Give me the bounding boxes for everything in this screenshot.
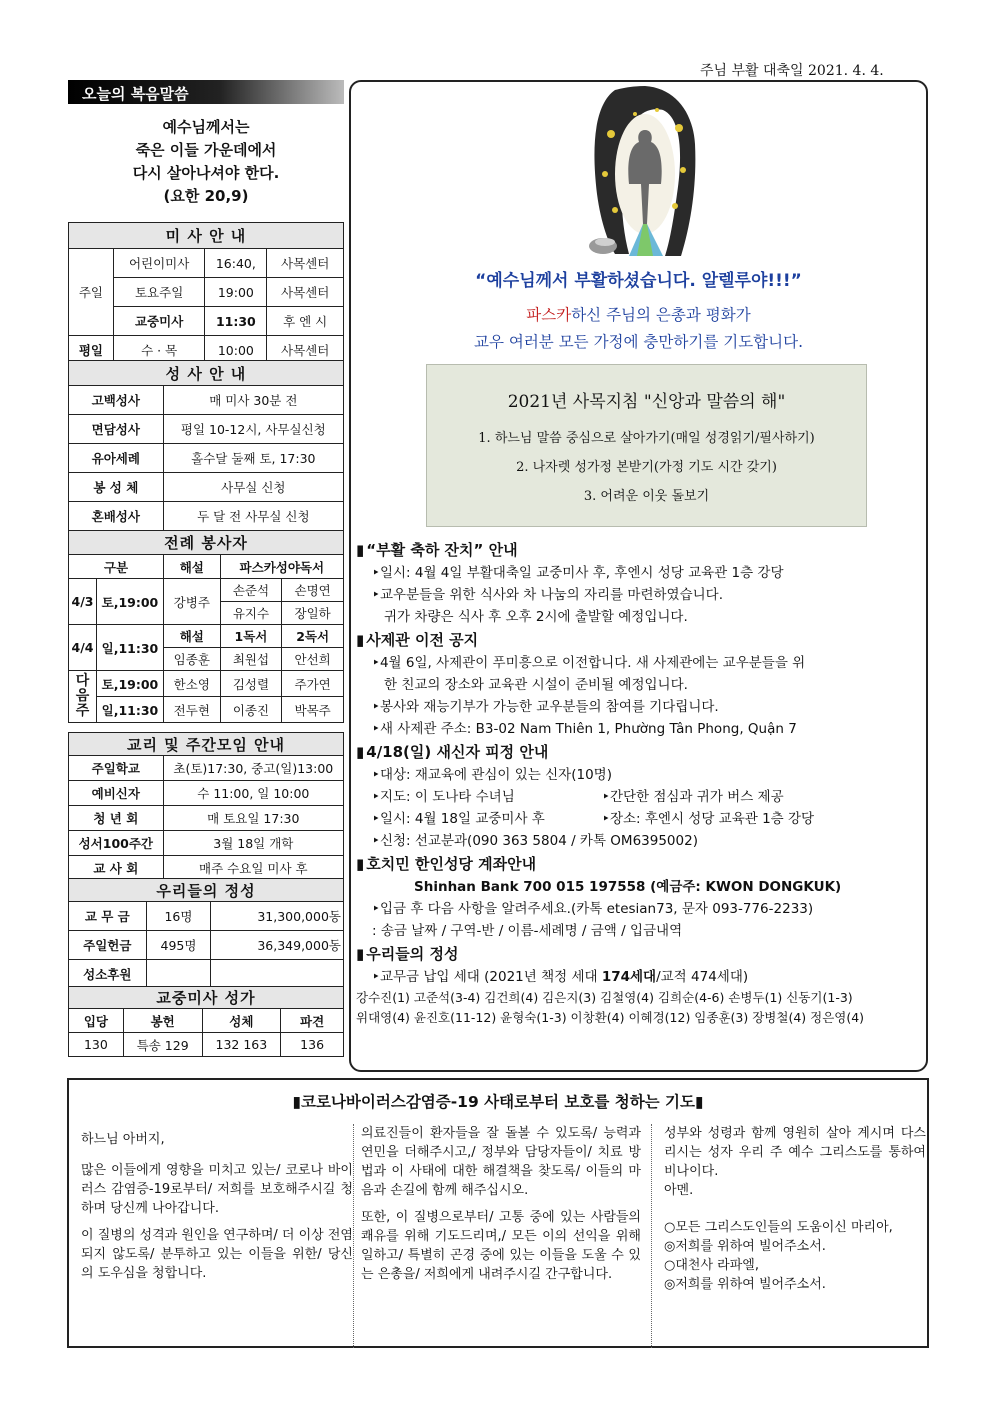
server-time: 토,19:00 — [96, 579, 163, 625]
servers-header-group: 구분 — [69, 555, 164, 579]
server-name: 김성렬 — [220, 671, 282, 697]
server-time: 토,19:00 — [96, 671, 163, 697]
mass-name: 수 · 목 — [113, 336, 205, 365]
bulletin-date: 주님 부활 대축일 2021. 4. 4. — [700, 63, 884, 79]
sacrament-info: 매 미사 30분 전 — [163, 386, 343, 415]
server-name: 유지수 — [220, 602, 282, 625]
prayer-paragraph: 하느님 아버지, — [81, 1132, 165, 1147]
sacrament-name: 면담성사 — [69, 415, 164, 444]
prayer-column — [81, 1124, 353, 1348]
sacrament-name: 혼배성사 — [69, 502, 164, 531]
hymn-number: 130 — [69, 1033, 124, 1057]
notice-part: ‣지도: 이 도나타 수녀님 — [372, 789, 515, 805]
guideline-title: 2021년 사목지침 "신앙과 말씀의 해" — [507, 392, 786, 412]
prayer-title: ▮코로나바이러스감염증-19 사태로부터 보호를 청하는 기도▮ — [292, 1093, 704, 1111]
offering-name: 교 무 금 — [69, 902, 147, 931]
weekday-label: 평일 — [69, 336, 114, 365]
notice-line: ‣4월 6일, 사제관이 푸미흥으로 이전합니다. 새 사제관에는 교우분들을 위 — [372, 655, 806, 671]
prayer-paragraph: 의료진들이 환자들을 잘 돌볼 수 있도록/ 능력과 연민을 더해주시고,/ 정부와 담당자들이/ 치료 방법과 이 사태에 대한 해결책을 찾도록/ 이들의 마음과 손길에 함께 해주십시오. — [361, 1126, 641, 1198]
mass-time: 11:30 — [205, 307, 267, 336]
column-divider — [651, 1124, 652, 1348]
servers-header-paschal: 파스카성야독서 — [220, 555, 343, 579]
servers-role: 해설 — [163, 625, 220, 648]
offering-count: 495명 — [146, 931, 211, 960]
hymns-table — [68, 986, 344, 1057]
prayer-column — [664, 1124, 926, 1348]
sacraments-title: 성 사 안 내 — [69, 361, 344, 386]
notice-line: ‣봉사와 재능기부가 가능한 교우분들의 참여를 기다립니다. — [372, 699, 719, 715]
sunday-label: 주일 — [69, 249, 114, 336]
catechism-info: 수 11:00, 일 10:00 — [163, 781, 343, 806]
mass-name: 어린이미사 — [113, 249, 205, 278]
notice-line — [356, 966, 926, 988]
easter-blessing — [350, 302, 927, 356]
sacrament-info: 홀수달 둘째 토, 17:30 — [163, 444, 343, 473]
hymn-header: 입당 — [69, 1009, 124, 1033]
gospel-line: 예수님께서는 — [162, 118, 250, 136]
notice-line: ‣입금 후 다음 사항을 알려주세요.(카톡 etesian73, 문자 093-776-2233) — [372, 901, 814, 917]
servers-role: 2독서 — [282, 625, 344, 648]
notice-part: ‣교무금 납입 세대 (2021년 책정 세대 — [372, 969, 602, 985]
prayer-paragraph: 성부와 성령과 함께 영원히 살아 계시며 다스리시는 성자 우리 주 예수 그리스도를 통하여 비나이다. — [664, 1126, 926, 1179]
server-date: 4/3 — [69, 579, 97, 625]
next-week-label: 다음주 — [69, 671, 97, 723]
notice-part: ‣장소: 후엔시 성당 교육관 1층 강당 — [602, 811, 815, 827]
notice-line: ‣교우분들을 위한 식사와 차 나눔의 자리를 마련하였습니다. — [372, 587, 723, 603]
server-name: 강병주 — [163, 579, 220, 625]
catechism-name: 예비신자 — [69, 781, 164, 806]
guideline-item: 3. 어려운 이웃 돌보기 — [583, 489, 710, 504]
sacrament-info: 평일 10-12시, 사무실신청 — [163, 415, 343, 444]
mass-name: 교중미사 — [113, 307, 205, 336]
notice-heading: ▮ 호치민 한인성당 계좌안내 — [356, 852, 926, 876]
catechism-info: 매 토요일 17:30 — [163, 806, 343, 831]
offering-name: 주일헌금 — [69, 931, 147, 960]
column-divider — [353, 1124, 354, 1348]
mass-schedule-table — [68, 222, 344, 365]
server-name: 주가연 — [282, 671, 344, 697]
offering-title: 우리들의 정성 — [69, 879, 344, 902]
notice-line: ‣신청: 선교분과(090 363 5804 / 카톡 OM6395002) — [372, 833, 698, 849]
notice-line: : 송금 날짜 / 구역-반 / 이름-세례명 / 금액 / 입금내역 — [372, 923, 683, 939]
gospel-reference: (요한 20,9) — [163, 187, 249, 205]
notice-line — [356, 808, 926, 830]
catechism-info: 초(토)17:30, 중고(일)13:00 — [163, 756, 343, 781]
notices-section — [356, 538, 926, 1028]
server-date: 4/4 — [69, 625, 97, 671]
mass-place: 사목센터 — [267, 278, 344, 307]
gospel-line: 죽은 이들 가운데에서 — [135, 141, 277, 159]
prayer-column — [361, 1124, 641, 1348]
offering-amount: 31,300,000동 — [211, 902, 344, 931]
server-name: 손준석 — [220, 579, 282, 602]
hymn-number: 136 — [281, 1033, 344, 1057]
servers-role: 1독서 — [220, 625, 282, 648]
catechism-name: 청 년 회 — [69, 806, 164, 831]
catechism-table — [68, 732, 344, 881]
guideline-item: 2. 나자렛 성가정 본받기(가정 기도 시간 갖기) — [516, 460, 777, 475]
gospel-line: 다시 살아나셔야 한다. — [132, 164, 280, 182]
litany-line: ○대천사 라파엘, — [664, 1258, 759, 1273]
mass-name: 토요주일 — [113, 278, 205, 307]
mass-time: 10:00 — [205, 336, 267, 365]
notice-line: 한 친교의 장소와 교육관 시설이 준비될 예정입니다. — [384, 677, 688, 693]
server-name: 손명연 — [282, 579, 344, 602]
notice-heading: ▮ 우리들의 정성 — [356, 942, 926, 966]
easter-alleluia: “예수님께서 부활하셨습니다. 알렐루야!!!” — [475, 271, 802, 291]
server-time: 일,11:30 — [96, 697, 163, 723]
catechism-name: 교 사 회 — [69, 856, 164, 881]
sacraments-table — [68, 360, 344, 531]
notice-heading: ▮ 사제관 이전 공지 — [356, 628, 926, 652]
notice-part: /교적 474세대) — [656, 969, 749, 985]
hymn-header: 성체 — [202, 1009, 281, 1033]
hymn-number: 특송 129 — [123, 1033, 202, 1057]
notice-line: ‣대상: 재교육에 관심이 있는 신자(10명) — [372, 767, 612, 783]
notice-line — [356, 786, 926, 808]
hymn-header: 파견 — [281, 1009, 344, 1033]
catechism-info: 3월 18일 개학 — [163, 831, 343, 856]
blessing-line: 교우 여러분 모든 가정에 충만하기를 기도합니다. — [473, 333, 804, 351]
paschal-word: 파스카 — [526, 306, 572, 324]
pastoral-guideline-box — [426, 364, 867, 527]
notice-line: ‣새 사제관 주소: B3-02 Nam Thiên 1, Phường Tân Phong, Quận 7 — [372, 721, 797, 737]
notice-line: ‣일시: 4월 4일 부활대축일 교중미사 후, 후엔시 성당 교육관 1층 강당 — [372, 565, 784, 581]
offering-amount — [211, 960, 344, 989]
servers-title: 전례 봉사자 — [69, 531, 344, 555]
liturgy-servers-table — [68, 530, 344, 723]
sacrament-name: 고백성사 — [69, 386, 164, 415]
mass-time: 16:40, — [205, 249, 267, 278]
contributor-names: 강수진(1) 고준석(3-4) 김건희(4) 김은지(3) 김철영(4) 김희순(4-6) 손병두(1) 신동기(1-3) — [356, 990, 853, 1005]
notice-heading: ▮ “부활 축하 잔치” 안내 — [356, 538, 926, 562]
mass-place: 사목센터 — [267, 336, 344, 365]
litany-line: ○모든 그리스도인들의 도움이신 마리아, — [664, 1220, 893, 1235]
server-time: 일,11:30 — [96, 625, 163, 671]
offering-name: 성소후원 — [69, 960, 147, 989]
prayer-paragraph: 또한, 이 질병으로부터/ 고통 중에 있는 사람들의 쾌유를 위해 기도드리며,/ 모든 이의 선익을 위해 일하고/ 특별히 곤경 중에 있는 이들을 도울 수 있는 은총을/ 저희에게 내려주시길 간구합니다. — [361, 1210, 641, 1282]
offering-table — [68, 878, 344, 989]
prayer-paragraph: 이 질병의 성격과 원인을 연구하며/ 더 이상 전염되지 않도록/ 분투하고 있는 이들을 위한/ 당신의 도우심을 청합니다. — [81, 1228, 353, 1281]
mass-title: 미 사 안 내 — [69, 223, 344, 249]
hymns-title: 교중미사 성가 — [69, 987, 344, 1009]
catechism-name: 성서100주간 — [69, 831, 164, 856]
sacrament-name: 봉 성 체 — [69, 473, 164, 502]
notice-line: 귀가 차량은 식사 후 오후 2시에 출발할 예정입니다. — [384, 609, 688, 625]
guideline-item: 1. 하느님 말씀 중심으로 살아가기(매일 성경읽기/필사하기) — [478, 431, 815, 446]
prayer-paragraph: 많은 이들에게 영향을 미치고 있는/ 코로나 바이러스 감염증-19로부터/ 저희를 보호해주시길 청하며 당신께 나아갑니다. — [81, 1163, 353, 1216]
notice-part: ‣간단한 점심과 귀가 버스 제공 — [602, 789, 784, 805]
contributor-names: 위대영(4) 윤진호(11-12) 윤형숙(1-3) 이창환(4) 이혜경(12) 임종훈(3) 장병철(4) 정은영(4) — [356, 1010, 865, 1025]
gospel-heading: 오늘의 복음말씀 — [68, 80, 344, 104]
server-name: 전두현 — [163, 697, 220, 723]
server-name: 박목주 — [282, 697, 344, 723]
server-name: 최원섭 — [220, 648, 282, 671]
prayer-paragraph: 아멘. — [664, 1183, 694, 1198]
bank-account: Shinhan Bank 700 015 197558 (예금주: KWON DONGKUK) — [414, 879, 842, 895]
hymn-number: 132 163 — [202, 1033, 281, 1057]
server-name: 한소영 — [163, 671, 220, 697]
catechism-name: 주일학교 — [69, 756, 164, 781]
sacrament-info: 사무실 신청 — [163, 473, 343, 502]
notice-heading: ▮ 4/18(일) 새신자 피정 안내 — [356, 740, 926, 764]
mass-time: 19:00 — [205, 278, 267, 307]
mass-place: 사목센터 — [267, 249, 344, 278]
resurrection-illustration — [585, 84, 703, 260]
server-name: 장일하 — [282, 602, 344, 625]
blessing-line: 하신 주님의 은총과 평화가 — [571, 306, 751, 324]
server-name: 이종진 — [220, 697, 282, 723]
sacrament-info: 두 달 전 사무실 신청 — [163, 502, 343, 531]
offering-amount: 36,349,000동 — [211, 931, 344, 960]
server-name: 임종훈 — [163, 648, 220, 671]
gospel-verse — [68, 116, 344, 208]
litany-line: ◎저희를 위하여 빌어주소서. — [664, 1239, 826, 1254]
sacrament-name: 유아세례 — [69, 444, 164, 473]
litany-line: ◎저희를 위하여 빌어주소서. — [664, 1277, 826, 1292]
hymn-header: 봉헌 — [123, 1009, 202, 1033]
covid-prayer-box — [67, 1078, 929, 1348]
offering-count: 16명 — [146, 902, 211, 931]
household-count: 174세대 — [601, 969, 657, 985]
catechism-title: 교리 및 주간모임 안내 — [69, 733, 344, 756]
server-name: 안선희 — [282, 648, 344, 671]
mass-place: 후 엔 시 — [267, 307, 344, 336]
servers-header-homily: 해설 — [163, 555, 220, 579]
offering-count — [146, 960, 211, 989]
notice-part: ‣일시: 4월 18일 교중미사 후 — [372, 811, 545, 827]
catechism-info: 매주 수요일 미사 후 — [163, 856, 343, 881]
